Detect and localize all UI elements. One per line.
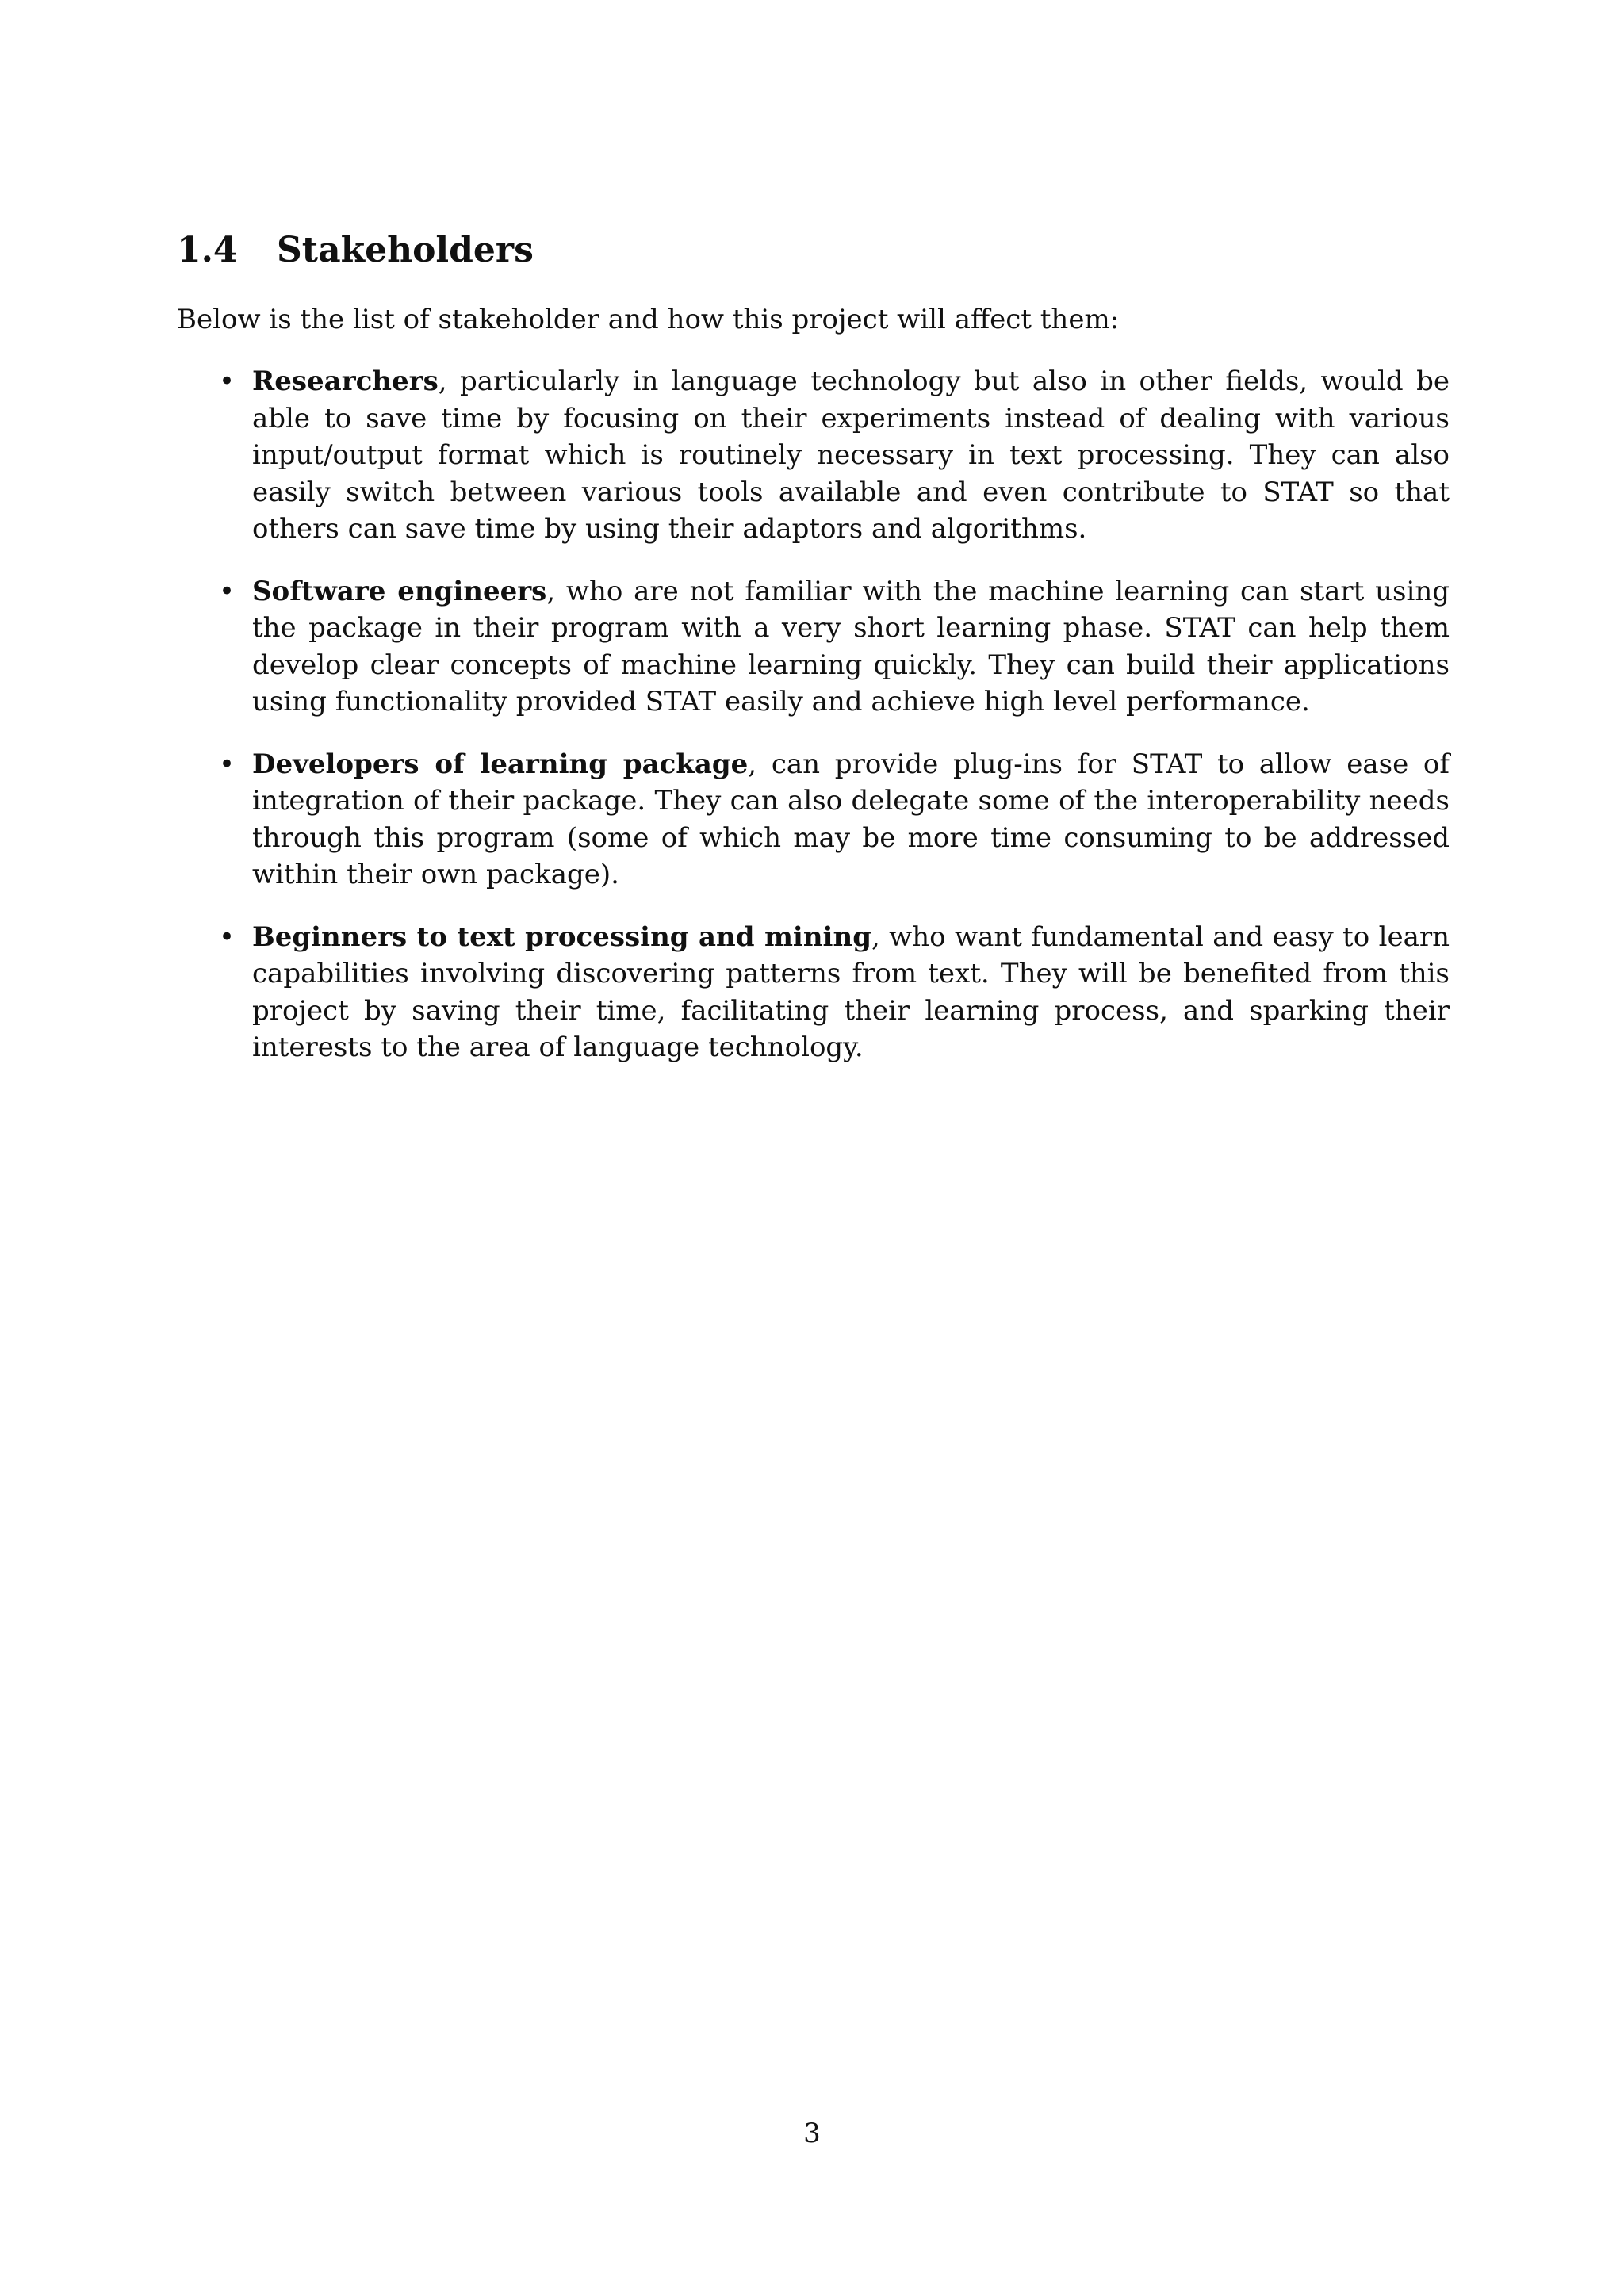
stakeholder-term: Beginners to text processing and mining (252, 920, 871, 953)
page-number: 3 (803, 2118, 821, 2149)
stakeholder-term: Developers of learning package (252, 748, 749, 780)
stakeholder-list (219, 363, 1450, 1092)
stakeholder-term: Software engineers (252, 575, 547, 607)
bullet-icon: • (219, 920, 236, 953)
intro-paragraph: Below is the list of stakeholder and how this project will affect them: (177, 304, 1120, 335)
list-item (219, 746, 1450, 894)
stakeholder-description: , who are not familiar with the machine learning can start using the package in their program with a very short learning phase. STAT can help them develop clear concepts of machine learning quickly. They can build their applications using functionality provided STAT easily and achieve high level performance. (252, 575, 1450, 718)
stakeholder-description: , who want fundamental and easy to learn capabilities involving discovering patterns from text. They will be benefited from this project by saving their time, facilitating their learning process, and sparking their interests to the area of language technology. (252, 920, 1450, 1063)
bullet-icon: • (219, 575, 236, 607)
list-item (219, 919, 1450, 1066)
bullet-icon: • (219, 365, 236, 397)
stakeholder-term: Researchers (252, 365, 439, 397)
section-title: Stakeholders (277, 230, 534, 270)
list-item (219, 363, 1450, 548)
bullet-icon: • (219, 748, 236, 780)
stakeholder-description: , particularly in language technology but also in other fields, would be able to save time by focusing on their experiments instead of dealing with various input/output format which is routinely necessary in text processing. They can also easily switch between various tools available and even contribute to STAT so that others can save time by using their adaptors and algorithms. (252, 365, 1450, 545)
list-item (219, 573, 1450, 721)
section-number: 1.4 (177, 230, 238, 270)
stakeholder-description: , can provide plug-ins for STAT to allow ease of integration of their package. They can also delegate some of the interoperability needs through this program (some of which may be more time consuming to be addressed within their own package). (252, 748, 1450, 890)
section-heading (177, 227, 534, 274)
